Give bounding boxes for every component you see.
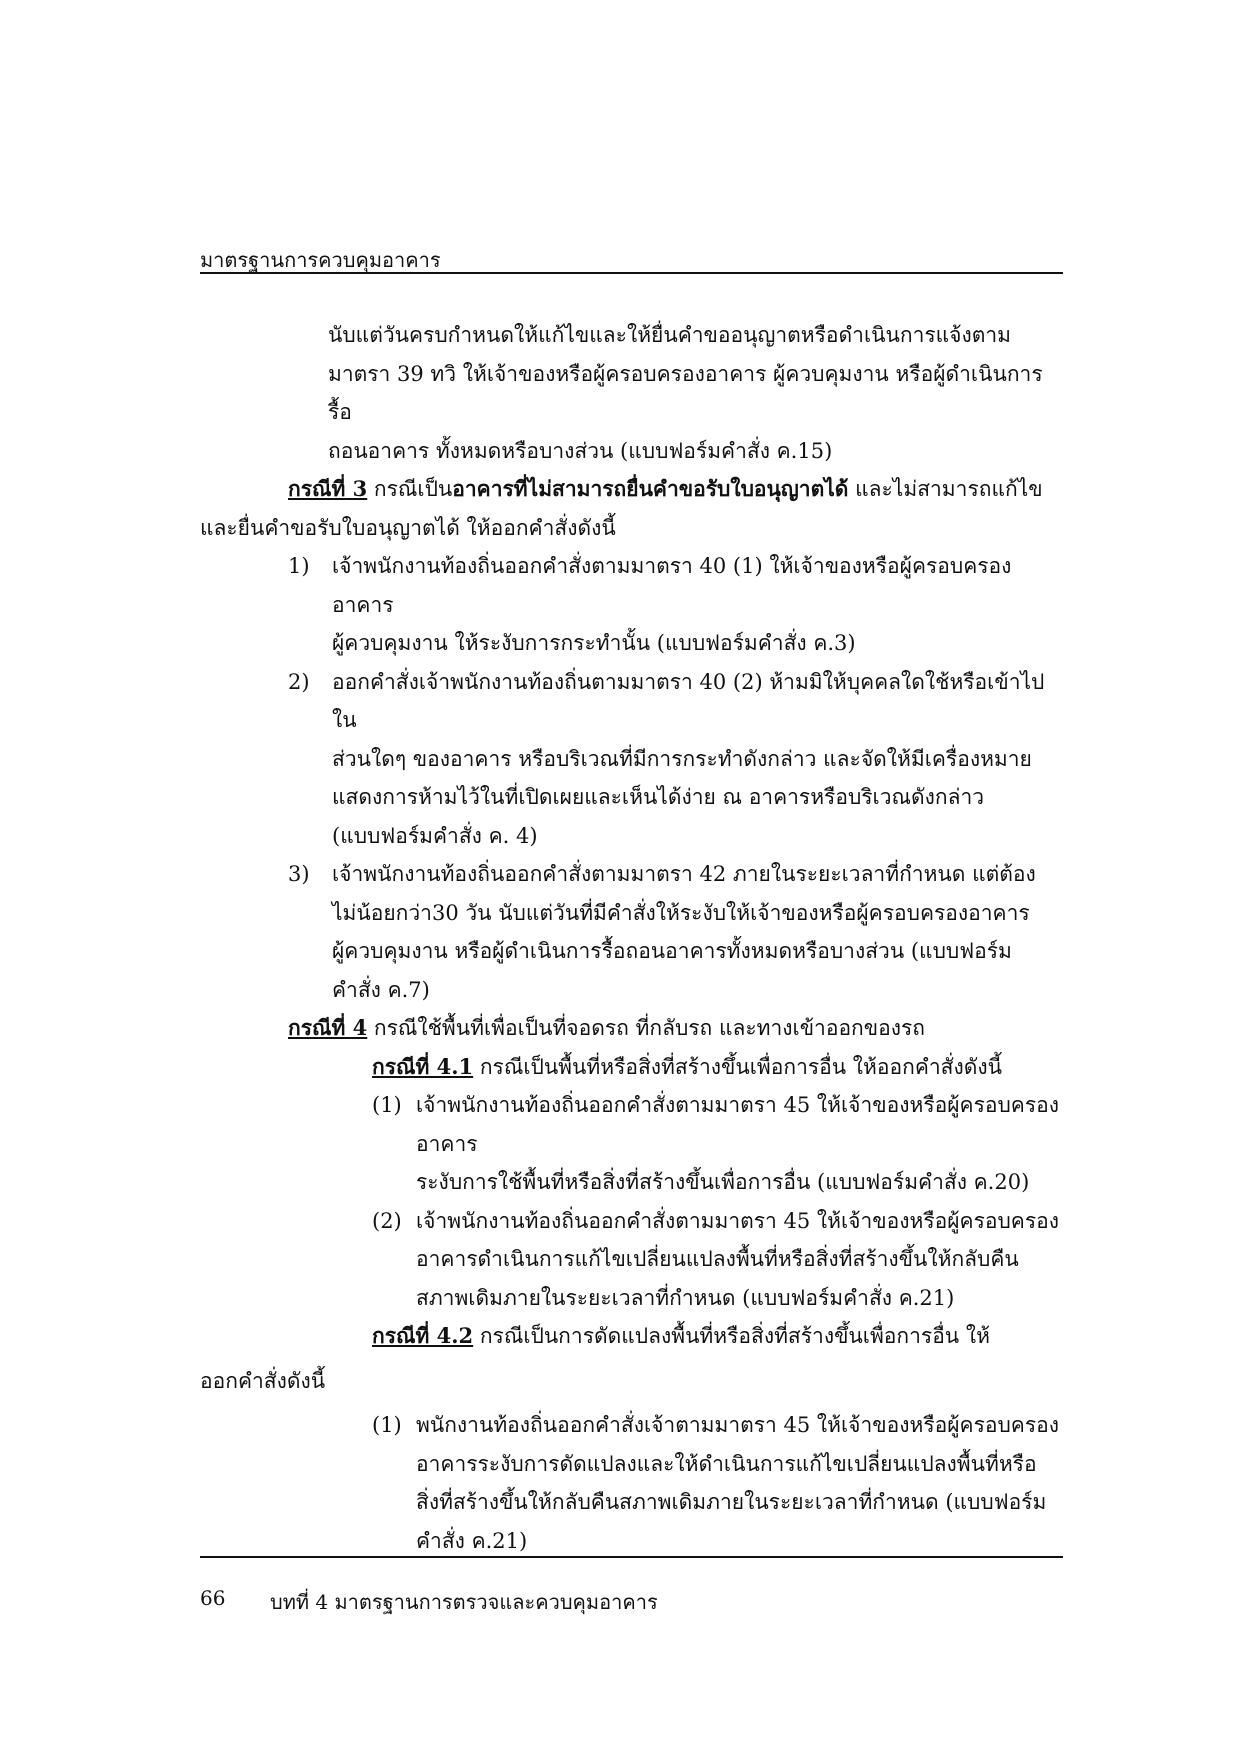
text-line: เจ้าพนักงานท้องถิ่นออกคำสั่งตามมาตรา 40 (1) ให้เจ้าของหรือผู้ครอบครองอาคาร <box>332 554 1012 617</box>
case4-label: กรณีที่ 4 <box>288 1015 368 1040</box>
case3-post: และไม่สามารถแก้ไข <box>848 477 1043 501</box>
text-line: ผู้ควบคุมงาน ให้ระงับการกระทำนั้น (แบบฟอร์มคำสั่ง ค.3) <box>332 631 856 655</box>
case4-heading <box>200 1009 1063 1048</box>
text-line: เจ้าพนักงานท้องถิ่นออกคำสั่งตามมาตรา 45 ให้เจ้าของหรือผู้ครอบครองอาคาร <box>416 1093 1060 1156</box>
running-footer <box>200 1586 658 1618</box>
list-item <box>200 1406 1063 1560</box>
case4-2-label: กรณีที่ 4.2 <box>372 1323 474 1348</box>
case4-1-heading <box>200 1048 1063 1087</box>
text-line: ส่วนใดๆ ของอาคาร หรือบริเวณที่มีการกระทำดังกล่าว และจัดให้มีเครื่องหมาย <box>332 746 1032 771</box>
case3-bold: อาคารที่ไม่สามารถยื่นคำขอรับใบอนุญาตได้ <box>452 476 849 501</box>
case4-1-text: กรณีเป็นพื้นที่หรือสิ่งที่สร้างขึ้นเพื่อการอื่น ให้ออกคำสั่งดังนี้ <box>473 1054 1002 1079</box>
case4-text: กรณีใช้พื้นที่เพื่อเป็นที่จอดรถ ที่กลับรถ และทางเข้าออกของรถ <box>367 1016 925 1040</box>
running-header: มาตรฐานการควบคุมอาคาร <box>200 248 441 272</box>
text-line: นับแต่วันครบกำหนดให้แก้ไขและให้ยื่นคำขออนุญาตหรือดำเนินการแจ้งตาม <box>328 323 1012 347</box>
list-item <box>200 663 1063 856</box>
list-item <box>200 547 1063 663</box>
case4-2-text: กรณีเป็นการดัดแปลงพื้นที่หรือสิ่งที่สร้างขึ้นเพื่อการอื่น ให้ <box>473 1324 990 1348</box>
list-item <box>200 1086 1063 1202</box>
case4-1-label: กรณีที่ 4.1 <box>372 1053 474 1079</box>
case3-line2: และยื่นคำขอรับใบอนุญาตได้ ให้ออกคำสั่งดังนี้ <box>200 515 616 540</box>
text-line: สิ่งที่สร้างขึ้นให้กลับคืนสภาพเดิมภายในระยะเวลาที่กำหนด (แบบฟอร์ม <box>416 1490 1047 1514</box>
text-line: มาตรา 39 ทวิ ให้เจ้าของหรือผู้ครอบครองอาคาร ผู้ควบคุมงาน หรือผู้ดำเนินการรื้อ <box>328 361 1043 424</box>
text-line: อาคารระงับการดัดแปลงและให้ดำเนินการแก้ไขเปลี่ยนแปลงพื้นที่หรือ <box>416 1451 1037 1476</box>
text-line: ระงับการใช้พื้นที่หรือสิ่งที่สร้างขึ้นเพื่อการอื่น (แบบฟอร์มคำสั่ง ค.20) <box>416 1170 1030 1194</box>
text-line: คำสั่ง ค.21) <box>416 1528 528 1553</box>
text-line: อาคารดำเนินการแก้ไขเปลี่ยนแปลงพื้นที่หรือสิ่งที่สร้างขึ้นให้กลับคืน <box>416 1247 1019 1271</box>
header-rule <box>200 272 1063 274</box>
item-number: (2) <box>372 1208 402 1233</box>
case4-2-line2: ออกคำสั่งดังนี้ <box>200 1368 326 1393</box>
page-number: 66 <box>200 1586 226 1610</box>
item-number: 1) <box>288 554 310 578</box>
text-line: (แบบฟอร์มคำสั่ง ค. 4) <box>332 823 538 848</box>
case4-2-heading <box>200 1317 1063 1356</box>
text-line: เจ้าพนักงานท้องถิ่นออกคำสั่งตามมาตรา 42 ภายในระยะเวลาที่กำหนด แต่ต้อง <box>332 862 1036 886</box>
document-body <box>200 316 1063 1560</box>
text-line: ไม่น้อยกว่า30 วัน นับแต่วันที่มีคำสั่งให้ระงับให้เจ้าของหรือผู้ครอบครองอาคาร <box>332 900 1030 925</box>
text-line: แสดงการห้ามไว้ในที่เปิดเผยและเห็นได้ง่าย ณ อาคารหรือบริเวณดังกล่าว <box>332 785 985 809</box>
intro-paragraph <box>200 316 1063 470</box>
case3-heading <box>200 470 1063 509</box>
item-number: (1) <box>372 1413 402 1437</box>
list-item <box>200 1202 1063 1318</box>
text-line: พนักงานท้องถิ่นออกคำสั่งเจ้าตามมาตรา 45 ให้เจ้าของหรือผู้ครอบครอง <box>416 1413 1060 1437</box>
item-number: 2) <box>288 669 310 694</box>
text-line: สภาพเดิมภายในระยะเวลาที่กำหนด (แบบฟอร์มคำสั่ง ค.21) <box>416 1285 955 1310</box>
text-line: ผู้ควบคุมงาน หรือผู้ดำเนินการรื้อถอนอาคารทั้งหมดหรือบางส่วน (แบบฟอร์ม <box>332 939 1012 963</box>
footer-rule <box>200 1556 1063 1558</box>
item-number: (1) <box>372 1093 402 1117</box>
text-line: คำสั่ง ค.7) <box>332 977 430 1002</box>
case3-label: กรณีที่ 3 <box>288 476 368 501</box>
text-line: เจ้าพนักงานท้องถิ่นออกคำสั่งตามมาตรา 45 ให้เจ้าของหรือผู้ครอบครอง <box>416 1208 1060 1233</box>
list-item <box>200 855 1063 1009</box>
chapter-title: บทที่ 4 มาตรฐานการตรวจและควบคุมอาคาร <box>270 1590 658 1614</box>
case3-pre: กรณีเป็น <box>367 477 453 501</box>
text-line: ออกคำสั่งเจ้าพนักงานท้องถิ่นตามมาตรา 40 (2) ห้ามมิให้บุคคลใดใช้หรือเข้าไปใน <box>332 669 1045 732</box>
text-line: ถอนอาคาร ทั้งหมดหรือบางส่วน (แบบฟอร์มคำสั่ง ค.15) <box>328 438 833 463</box>
item-number: 3) <box>288 862 310 886</box>
